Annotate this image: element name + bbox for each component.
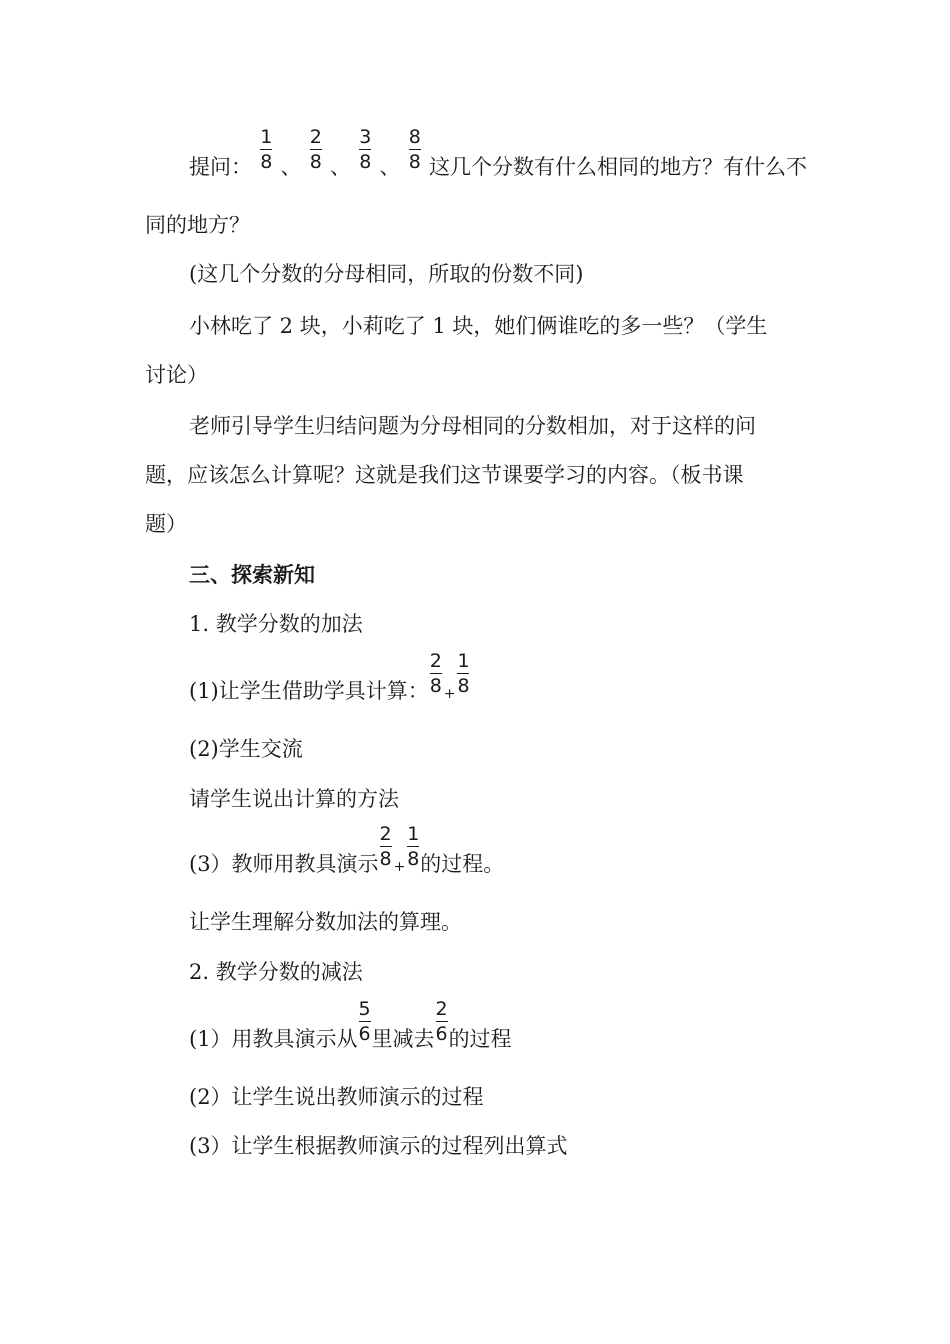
guide-line-2: 题，应该怎么计算呢？这就是我们这节课要学习的内容。（板书课 (145, 463, 744, 487)
item2-line: (2)学生交流 (189, 737, 303, 761)
fraction-2-6: $\frac{2}{6}$ (435, 998, 448, 1045)
question-line-1 (189, 126, 807, 179)
story-line-2: 讨论） (145, 363, 208, 387)
guide-line-1: 老师引导学生归结问题为分母相同的分数相加，对于这样的问 (189, 414, 756, 438)
part2-title: 2. 教学分数的减法 (189, 960, 363, 984)
item3-sub-line: 让学生理解分数加法的算理。 (189, 910, 462, 934)
sub2-line: (2）让学生说出教师演示的过程 (189, 1085, 484, 1109)
fraction-5-6: $\frac{5}{6}$ (358, 998, 371, 1045)
item3-suffix: 的过程。 (420, 852, 505, 876)
question-line-2: 同的地方？ (145, 213, 250, 237)
sub1-label: (1）用教具演示从 (189, 1027, 358, 1051)
item1-line (189, 650, 807, 703)
item1-label: (1)让学生借助学具计算： (189, 679, 429, 703)
plus-sign: + (443, 686, 456, 702)
fraction-2-8: $\frac{2}{8}$ (379, 823, 392, 870)
section-heading: 三、探索新知 (189, 562, 315, 587)
plus-sign: + (393, 859, 406, 875)
item3-label: (3）教师用教具演示 (189, 852, 379, 876)
fraction-3-8: $\frac{3}{8}$ (359, 126, 372, 173)
answer-line: (这几个分数的分母相同，所取的份数不同) (189, 262, 584, 286)
sub1-line (189, 998, 807, 1051)
separator: 、 (280, 155, 302, 179)
fraction-1-8: $\frac{1}{8}$ (260, 126, 273, 173)
question-text: 这几个分数有什么相同的地方？有什么不 (429, 155, 807, 179)
separator: 、 (330, 155, 351, 179)
item2-sub-line: 请学生说出计算的方法 (189, 787, 399, 811)
question-label: 提问： (189, 155, 252, 179)
fraction-2-8: $\frac{2}{8}$ (429, 650, 442, 697)
fraction-8-8: $\frac{8}{8}$ (408, 126, 421, 173)
fraction-1-8: $\frac{1}{8}$ (457, 650, 470, 697)
fraction-1-8: $\frac{1}{8}$ (407, 823, 420, 870)
sub1-suffix: 的过程 (448, 1027, 512, 1051)
story-text: 小林吃了 2 块，小莉吃了 1 块，她们俩谁吃的多一些？（学生 (189, 314, 768, 338)
part1-title: 1. 教学分数的加法 (189, 612, 363, 636)
item3-line (189, 823, 807, 876)
separator: 、 (379, 155, 401, 179)
story-line-1 (189, 314, 807, 338)
guide-line-3: 题） (145, 512, 187, 536)
sub1-mid: 里减去 (371, 1027, 435, 1051)
fraction-2-8: $\frac{2}{8}$ (309, 126, 322, 173)
sub3-line: (3）让学生根据教师演示的过程列出算式 (189, 1134, 568, 1158)
